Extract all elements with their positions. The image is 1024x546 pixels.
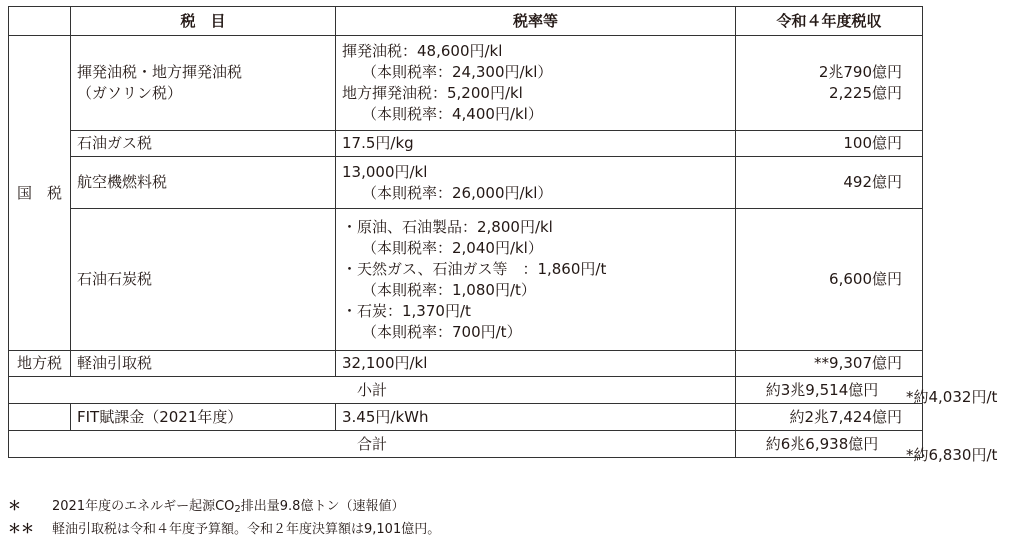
footnote-subscript: 2 <box>234 504 241 515</box>
rate-line: （本則税率：24,300円/kl） <box>362 63 553 81</box>
rate-line: （本則税率：2,040円/kl） <box>362 238 543 257</box>
total-label: 合計 <box>9 431 736 458</box>
revenue-line: 2,225億円 <box>829 84 902 102</box>
tax-name: 石油ガス税 <box>71 131 336 157</box>
table-row <box>9 131 923 157</box>
footnote-text: 軽油引取税は令和４年度予算額。令和２年度決算額は9,101億円。 <box>52 522 441 537</box>
tax-table <box>8 6 923 458</box>
tax-name <box>71 36 336 131</box>
fit-revenue: 約2兆7,424億円 <box>736 404 923 431</box>
tax-revenue: 6,600億円 <box>736 209 923 351</box>
tax-name: 航空機燃料税 <box>71 157 336 209</box>
subtotal-note: *約4,032円/t <box>906 388 998 406</box>
tax-rate <box>336 209 736 351</box>
rate-line: 地方揮発油税：5,200円/kl <box>342 84 523 102</box>
subtotal-revenue: 約3兆9,514億円 <box>736 377 923 404</box>
footnote-text: 2021年度のエネルギー起源CO <box>52 499 235 514</box>
rate-line: 13,000円/kl <box>342 162 428 181</box>
category-empty <box>9 404 71 431</box>
footnotes <box>8 497 440 540</box>
rate-line: （本則税率：26,000円/kl） <box>362 183 553 202</box>
tax-rate <box>336 36 736 131</box>
tax-rate: 17.5円/kg <box>336 131 736 157</box>
footnote <box>8 497 440 520</box>
total-revenue: 約6兆6,938億円 <box>736 431 923 458</box>
footnote-text: 排出量9.8億トン（速報値） <box>240 499 405 514</box>
tax-name: 石油石炭税 <box>71 209 336 351</box>
header-rate: 税率等 <box>336 7 736 36</box>
rate-line: 揮発油税：48,600円/kl <box>342 42 503 60</box>
revenue-line: 2兆790億円 <box>818 63 902 81</box>
footnote-mark: ＊ <box>8 499 22 514</box>
footnote-mark: ＊＊ <box>8 522 35 537</box>
rate-line: ・原油、石油製品：2,800円/kl <box>342 217 553 236</box>
tax-name-line: 揮発油税・地方揮発油税 <box>77 63 243 81</box>
tax-name-line: （ガソリン税） <box>77 84 183 102</box>
total-row <box>9 431 923 458</box>
table-row <box>9 209 923 351</box>
table-row <box>9 157 923 209</box>
rate-line: ・天然ガス、石油ガス等 ：1,860円/t <box>342 259 607 278</box>
tax-revenue: 100億円 <box>736 131 923 157</box>
tax-revenue: **9,307億円 <box>736 351 923 377</box>
rate-line: （本則税率：1,080円/t） <box>362 280 536 299</box>
subtotal-row <box>9 377 923 404</box>
category-local: 地方税 <box>9 351 71 377</box>
table-row <box>9 36 923 131</box>
header-item: 税 目 <box>71 7 336 36</box>
header-category <box>9 7 71 36</box>
table-row <box>9 351 923 377</box>
tax-revenue <box>736 36 923 131</box>
tax-rate: 32,100円/kl <box>336 351 736 377</box>
rate-line: ・石炭：1,370円/t <box>342 301 471 320</box>
fit-row <box>9 404 923 431</box>
subtotal-label: 小計 <box>9 377 736 404</box>
footnote <box>8 520 440 540</box>
category-national: 国 税 <box>9 36 71 351</box>
total-note: *約6,830円/t <box>906 446 998 464</box>
tax-rate <box>336 157 736 209</box>
rate-line: （本則税率：4,400円/kl） <box>362 105 543 123</box>
rate-line: （本則税率：700円/t） <box>362 322 522 341</box>
header-revenue: 令和４年度税収 <box>736 7 923 36</box>
tax-name: 軽油引取税 <box>71 351 336 377</box>
tax-revenue: 492億円 <box>736 157 923 209</box>
header-row <box>9 7 923 36</box>
fit-rate: 3.45円/kWh <box>336 404 736 431</box>
fit-name: FIT賦課金（2021年度） <box>71 404 336 431</box>
